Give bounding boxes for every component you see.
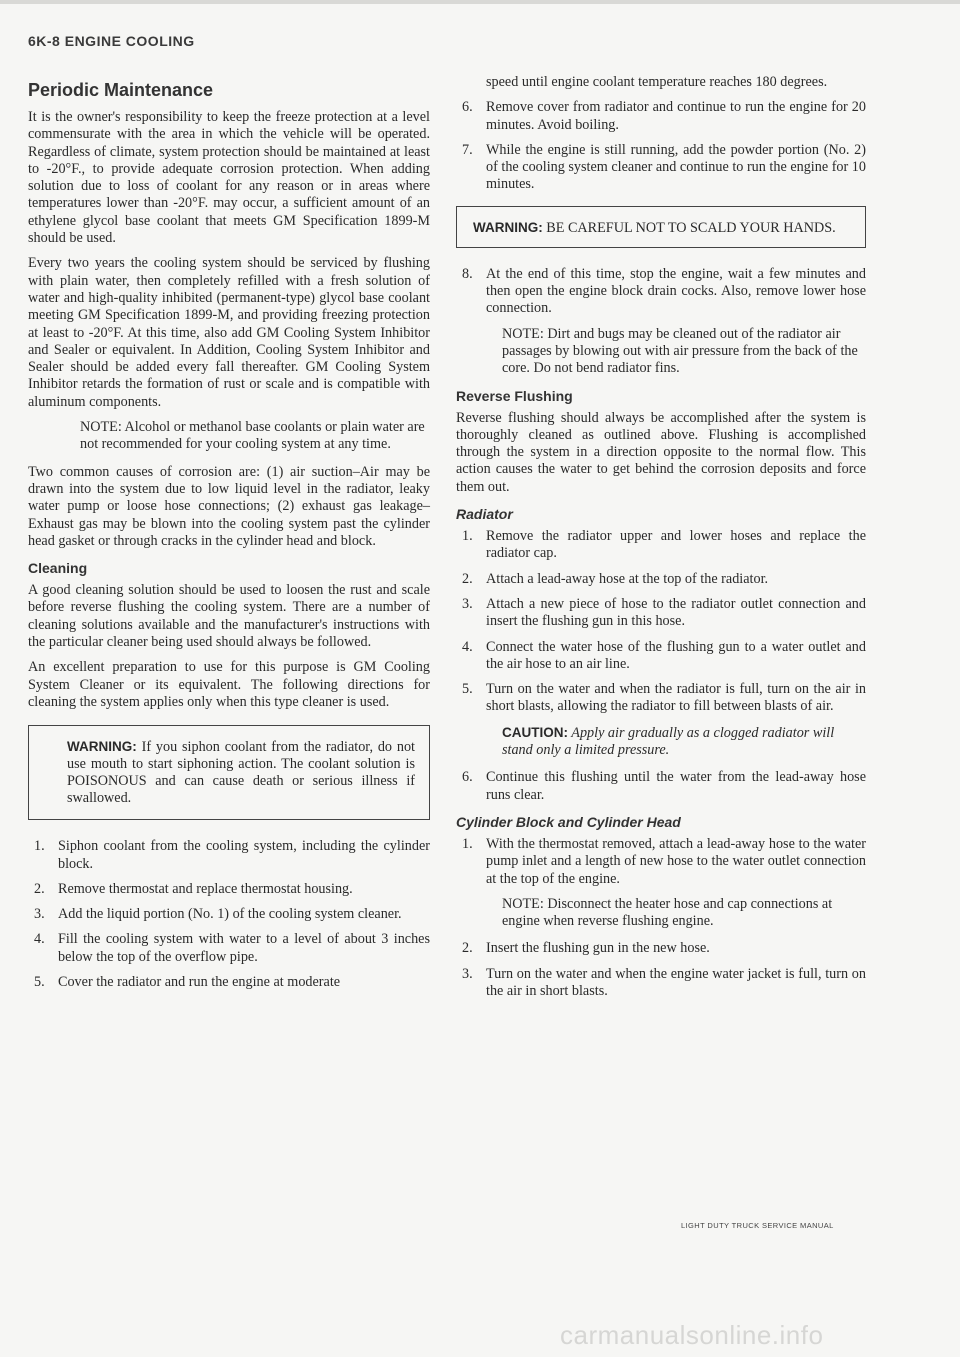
step-number: 1.	[34, 838, 45, 855]
paragraph: Reverse flushing should always be accomplished after the system is thoroughly cleaned as outlined above. Flushing is accomplished through the system in a direction opposite to the normal flow. This action causes the water to get behind the corrosion deposits and force them out.	[456, 409, 866, 495]
step-number: 7.	[462, 141, 473, 158]
page-header: 6K-8 ENGINE COOLING	[28, 33, 195, 49]
step-text: Attach a lead-away hose at the top of the radiator.	[486, 570, 769, 587]
step-number: 5.	[462, 681, 473, 698]
cleaning-steps	[28, 838, 430, 991]
list-item	[456, 940, 866, 957]
step-text: Remove thermostat and replace thermostat housing.	[58, 880, 353, 897]
paragraph: Every two years the cooling system should be serviced by flushing with plain water, then completely refilled with a fresh solution of water and high-quality inhibited (permanent-type) glycol base coolant meeting GM Specification 1899-M, and providing freezing protection at least to -20°F. At this time, also add GM Cooling System Inhibitor and Sealer or equivalent. In Addition, Cooling System Inhibitor and Sealer should be added every fall thereafter. GM Cooling System Inhibitor retards the formation of rust or scale and is compatible with aluminum components.	[28, 255, 430, 410]
list-item	[456, 836, 866, 888]
list-item	[456, 99, 866, 134]
warning-box	[456, 206, 866, 248]
note: NOTE: Alcohol or methanol base coolants or plain water are not recommended for your cooling system at any time.	[80, 419, 425, 453]
list-item	[28, 838, 430, 873]
warning-label: WARNING:	[67, 739, 137, 755]
step-text: At the end of this time, stop the engine, wait a few minutes and then open the engine block drain cocks. Also, remove lower hose connection.	[486, 265, 866, 317]
step-text: Insert the flushing gun in the new hose.	[486, 940, 710, 957]
list-item	[456, 266, 866, 318]
step-number: 3.	[462, 965, 473, 982]
step-text: Attach a new piece of hose to the radiator outlet connection and insert the flushing gun in this hose.	[486, 595, 866, 630]
list-item	[456, 769, 866, 804]
list-item	[28, 974, 430, 991]
step-text: Connect the water hose of the flushing gun to a water outlet and the air hose to an air line.	[486, 638, 866, 672]
section-title-radiator: Radiator	[456, 506, 513, 523]
step-number: 6.	[462, 99, 473, 116]
section-title-periodic-maintenance: Periodic Maintenance	[28, 80, 214, 100]
step-text: Turn on the water and when the engine water jacket is full, turn on the air in short blasts.	[486, 965, 866, 999]
warning-label: WARNING:	[473, 219, 543, 235]
step-text: With the thermostat removed, attach a lead-away hose to the water pump inlet and a length of new hose to the water outlet connection at the top of the engine.	[486, 835, 866, 887]
list-item	[28, 906, 430, 923]
right-column	[456, 74, 866, 1008]
list-item	[456, 966, 866, 1001]
step-text: While the engine is still running, add the powder portion (No. 2) of the cooling system cleaner and continue to run the engine for 10 minutes.	[486, 141, 866, 193]
section-title-reverse-flushing: Reverse Flushing	[456, 387, 573, 404]
step-number: 5.	[34, 973, 45, 990]
watermark: carmanualsonline.info	[560, 1320, 824, 1350]
step-text: Turn on the water and when the radiator is full, turn on the air in short blasts, allowing the radiator to fill between blasts of air.	[486, 681, 866, 715]
block-steps	[456, 836, 866, 888]
paragraph-continued: speed until engine coolant temperature reaches 180 degrees.	[486, 74, 828, 90]
section-title-cylinder-block: Cylinder Block and Cylinder Head	[456, 813, 681, 830]
warning-box	[28, 725, 430, 820]
step-number: 3.	[34, 906, 45, 923]
warning-text: BE CAREFUL NOT TO SCALD YOUR HANDS.	[542, 219, 836, 236]
list-item	[456, 142, 866, 194]
step-number: 4.	[34, 931, 45, 948]
step-number: 8.	[462, 265, 473, 282]
list-item	[456, 639, 866, 674]
step-number: 1.	[462, 528, 473, 545]
paragraph: An excellent preparation to use for this purpose is GM Cooling System Cleaner or its equivalent. The following directions for cleaning the system applies only when this type cleaner is used.	[28, 659, 430, 710]
step-number: 3.	[462, 595, 473, 612]
top-border	[0, 0, 960, 4]
cleaning-steps-end	[456, 266, 866, 318]
list-item	[456, 596, 866, 631]
step-number: 2.	[462, 570, 473, 587]
caution-label: CAUTION:	[502, 724, 568, 740]
step-text: Add the liquid portion (No. 1) of the cooling system cleaner.	[58, 906, 402, 923]
left-column	[28, 78, 430, 999]
list-item	[456, 571, 866, 588]
step-number: 6.	[462, 769, 473, 786]
list-item	[28, 881, 430, 898]
caution-text: Apply air gradually as a clogged radiator will stand only a limited pressure.	[502, 724, 835, 759]
paragraph: It is the owner's responsibility to keep the freeze protection at a level commensurate with the area in which the vehicle will be operated. Regardless of climate, system protection should be maintained at least to -20°F., to provide adequate corrosion protection. When adding solution due to loss of coolant for any reason or in areas where temperatures lower than -20°F. may occur, a sufficient amount of an ethylene glycol base coolant that meets GM Specification 1899-M should be used.	[28, 109, 430, 247]
paragraph: Two common causes of corrosion are: (1) air suction–Air may be drawn into the system due to low liquid level in the radiator, leaky water pump or loose hose connections; (2) exhaust gas leakage– Exhaust gas may be blown into the cooling system past the cylinder head gasket or through cracks in the cylinder head and block.	[28, 463, 430, 549]
radiator-steps	[456, 528, 866, 716]
step-text: Cover the radiator and run the engine at moderate	[58, 973, 341, 990]
caution-note	[502, 724, 866, 760]
step-text: Continue this flushing until the water from the lead-away hose runs clear.	[486, 769, 866, 803]
warning-text: If you siphon coolant from the radiator, do not use mouth to start siphoning action. The coolant solution is POISONOUS and can cause death or serious illness if swallowed.	[67, 739, 415, 807]
step-text: Remove the radiator upper and lower hoses and replace the radiator cap.	[486, 528, 866, 562]
list-item	[28, 931, 430, 966]
step-text: Fill the cooling system with water to a level of about 3 inches below the top of the overflow pipe.	[58, 931, 430, 965]
note: NOTE: Dirt and bugs may be cleaned out of the radiator air passages by blowing out with air pressure from the back of the core. Do not bend radiator fins.	[502, 325, 858, 377]
paragraph: A good cleaning solution should be used to loosen the rust and scale before reverse flushing the cooling system. There are a number of cleaning solutions available and the manufacturer's instructions with the particular cleaner being used should always be followed.	[28, 582, 430, 651]
list-item	[456, 681, 866, 716]
step-number: 2.	[462, 940, 473, 957]
step-text: Remove cover from radiator and continue to run the engine for 20 minutes. Avoid boiling.	[486, 99, 866, 133]
radiator-steps-continued	[456, 769, 866, 804]
list-item	[456, 528, 866, 563]
footer-text: LIGHT DUTY TRUCK SERVICE MANUAL	[681, 1221, 834, 1230]
step-number: 2.	[34, 880, 45, 897]
step-text: Siphon coolant from the cooling system, including the cylinder block.	[58, 838, 430, 872]
cleaning-steps-continued	[456, 99, 866, 193]
step-number: 4.	[462, 638, 473, 655]
block-steps-continued	[456, 940, 866, 1000]
note: NOTE: Disconnect the heater hose and cap connections at engine when reverse flushing engine.	[502, 895, 833, 930]
section-title-cleaning: Cleaning	[28, 560, 88, 577]
step-number: 1.	[462, 835, 473, 852]
